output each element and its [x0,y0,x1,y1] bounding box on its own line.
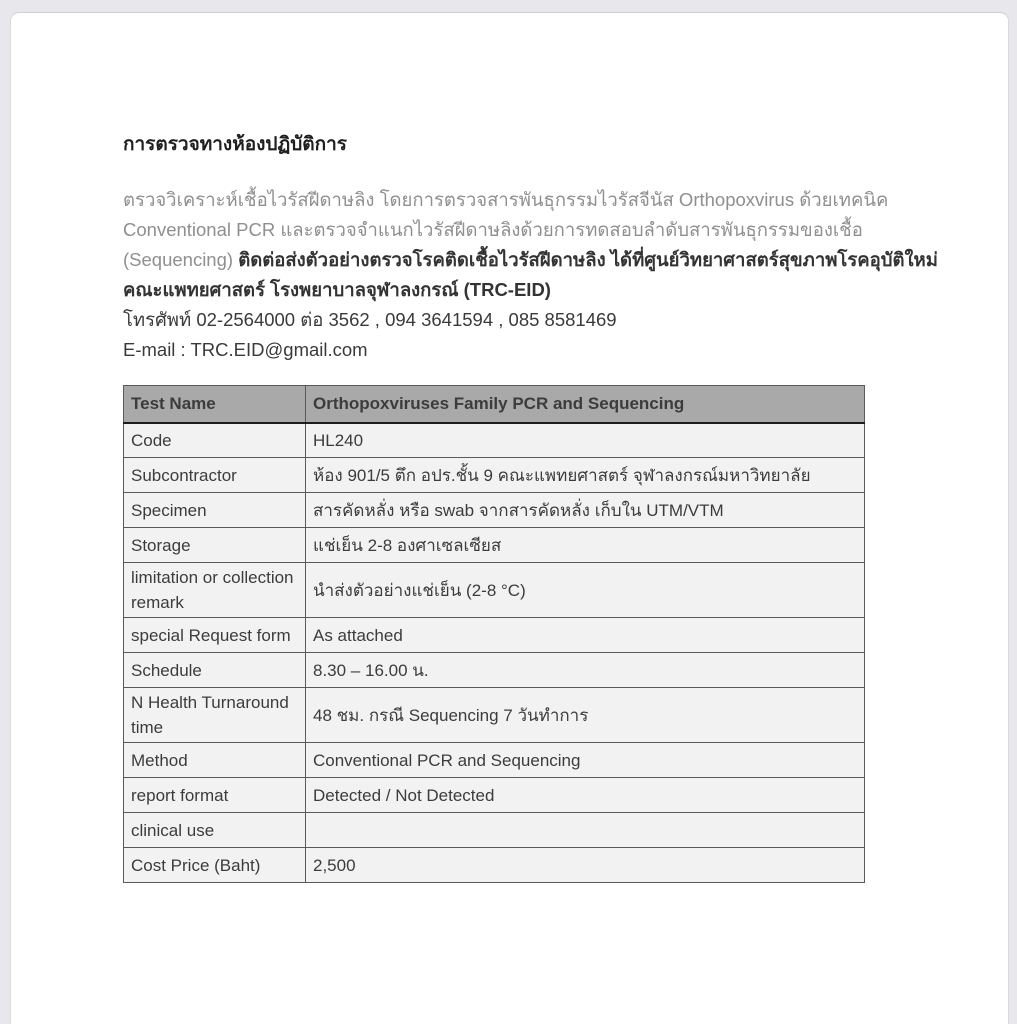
row-value: 48 ชม. กรณี Sequencing 7 วันทำการ [306,688,865,743]
intro-text-segment: ติดต่อส่งตัวอย่างตรวจโรคติดเชื้อไวรัสฝีดาษลิง ได้ที่ศูนย์วิทยาศาสตร์สุขภาพโรคอุบัติใหม่ [238,249,938,270]
intro-text-segment: โทรศัพท์ 02-2564000 ต่อ 3562 , 094 3641594 , 085 8581469 [123,309,617,330]
row-value: นำส่งตัวอย่างแช่เย็น (2-8 °C) [306,563,865,618]
row-value: HL240 [306,423,865,458]
row-label: N Health Turnaround time [124,688,306,743]
document-content [123,129,938,883]
row-value: 8.30 – 16.00 น. [306,653,865,688]
row-value: แช่เย็น 2-8 องศาเซลเซียส [306,528,865,563]
row-label: Code [124,423,306,458]
table-header-test-value: Orthopoxviruses Family PCR and Sequencing [306,386,865,423]
intro-line [123,215,864,245]
row-label: clinical use [124,813,306,848]
intro-line [123,305,864,335]
document-page [10,12,1009,1024]
intro-paragraph [123,185,938,365]
lab-test-table [123,385,865,883]
table-row [124,528,865,563]
table-row [124,813,865,848]
row-label: report format [124,778,306,813]
table-header-test-name: Test Name [124,386,306,423]
intro-text-segment: ตรวจวิเคราะห์เชื้อไวรัสฝีดาษลิง โดยการตรวจสารพันธุกรรมไวรัสจีนัส Orthopoxvirus ด้วยเทคนิค [123,189,889,210]
row-value: 2,500 [306,848,865,883]
row-value: Conventional PCR and Sequencing [306,743,865,778]
intro-line [123,185,889,215]
table-row [124,848,865,883]
table-row [124,743,865,778]
intro-line [123,335,864,365]
page-title: การตรวจทางห้องปฏิบัติการ [123,134,348,155]
table-row [124,423,865,458]
row-value: ห้อง 901/5 ตึก อปร.ชั้น 9 คณะแพทยศาสตร์ จุฬาลงกรณ์มหาวิทยาลัย [306,458,865,493]
intro-text-segment: คณะแพทยศาสตร์ โรงพยาบาลจุฬาลงกรณ์ (TRC-EID) [123,279,551,300]
row-value: Detected / Not Detected [306,778,865,813]
row-label: Specimen [124,493,306,528]
table-row [124,653,865,688]
table-header-row [124,386,865,423]
row-label: Cost Price (Baht) [124,848,306,883]
row-value [306,813,865,848]
intro-line [123,245,938,275]
row-label: Schedule [124,653,306,688]
table-row [124,618,865,653]
row-value: As attached [306,618,865,653]
intro-text-segment: E-mail : TRC.EID@gmail.com [123,339,368,360]
row-label: special Request form [124,618,306,653]
row-label: Method [124,743,306,778]
row-value: สารคัดหลั่ง หรือ swab จากสารคัดหลั่ง เก็บใน UTM/VTM [306,493,865,528]
row-label: limitation or collection remark [124,563,306,618]
row-label: Subcontractor [124,458,306,493]
table-row [124,778,865,813]
row-label: Storage [124,528,306,563]
table-row [124,493,865,528]
table-row [124,458,865,493]
intro-text-segment: (Sequencing) [123,249,239,270]
table-row [124,563,865,618]
table-row [124,688,865,743]
intro-line [123,275,864,305]
intro-text-segment: Conventional PCR และตรวจจำแนกไวรัสฝีดาษลิงด้วยการทดสอบลำดับสารพันธุกรรมของเชื้อ [123,219,863,240]
